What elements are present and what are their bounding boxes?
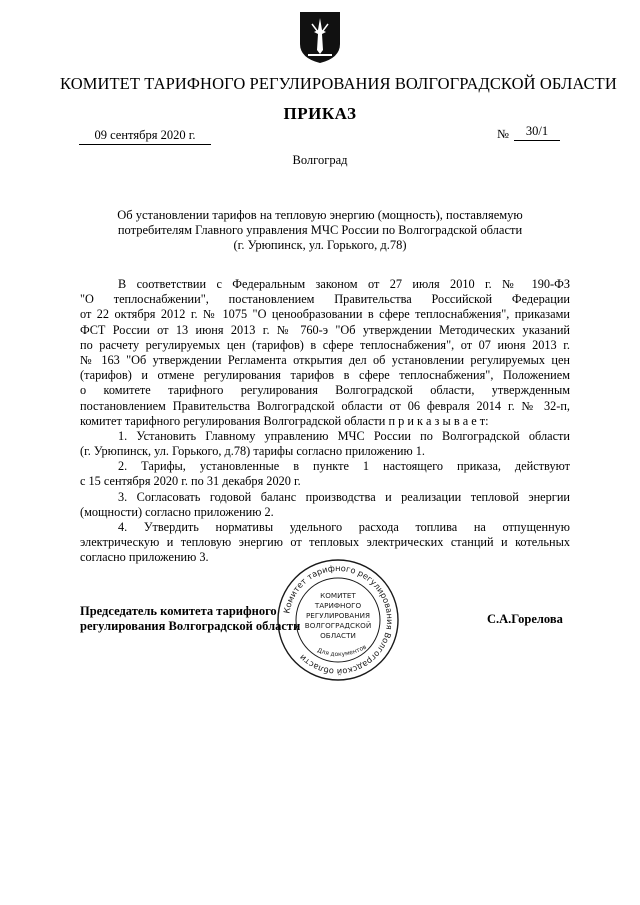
subject-line: (г. Урюпинск, ул. Горького, д.78) [233, 238, 407, 252]
signatory-name: С.А.Горелова [487, 612, 563, 626]
body-line: 4. Утвердить нормативы удельного расхода топлива на отпущенную [118, 520, 570, 534]
body-line: (мощности) согласно приложению 2. [80, 504, 274, 519]
committee-name: КОМИТЕТ ТАРИФНОГО РЕГУЛИРОВАНИЯ ВОЛГОГРАДСКОЙ ОБЛАСТИ [60, 74, 617, 93]
svg-text:КОМИТЕТ: КОМИТЕТ [320, 591, 356, 600]
number-sign: № [497, 127, 509, 141]
order-body [80, 277, 570, 566]
document-type: ПРИКАЗ [283, 104, 357, 123]
body-line: электрическую и тепловую энергию от тепловых электрических станций и котельных [80, 535, 570, 550]
svg-text:ВОЛГОГРАДСКОЙ: ВОЛГОГРАДСКОЙ [304, 621, 372, 630]
subject-line: Об установлении тарифов на тепловую энергию (мощность), поставляемую [117, 208, 523, 222]
body-line: 2. Тарифы, установленные в пункте 1 настоящего приказа, действуют [118, 459, 570, 474]
subject-line: потребителям Главного управления МЧС России по Волгоградской области [117, 223, 523, 237]
coat-of-arms-icon [298, 10, 342, 64]
signatory-position [80, 604, 300, 634]
body-line: В соответствии с Федеральным законом от 27 июля 2010 г. № 190-ФЗ [118, 277, 570, 291]
body-line: постановлением Правительства Волгоградской области от 06 февраля 2014 г. № 32-п, [80, 398, 570, 413]
body-line: о комитете тарифного регулирования Волгоградской области, утвержденным [80, 383, 570, 398]
body-line: "О теплоснабжении", постановлением Правительства Российской Федерации [80, 292, 570, 307]
body-line: (г. Урюпинск, ул. Горького, д.78) тарифы согласно приложению 1. [80, 444, 425, 459]
svg-text:ОБЛАСТИ: ОБЛАСТИ [320, 631, 356, 640]
order-subject [90, 208, 550, 253]
svg-text:РЕГУЛИРОВАНИЯ: РЕГУЛИРОВАНИЯ [305, 611, 371, 620]
body-line: с 15 сентября 2020 г. по 31 декабря 2020 г. [80, 474, 301, 489]
body-line: комитет тарифного регулирования Волгоградской области п р и к а з ы в а е т: [80, 413, 489, 428]
body-line: от 22 октября 2012 г. № 1075 "О ценообразовании в сфере теплоснабжения", приказами [80, 307, 570, 322]
city: Волгоград [292, 153, 348, 167]
body-line: ФСТ России от 13 июня 2013 г. № 760-э "Об утверждении Методических указаний [80, 322, 570, 337]
svg-text:Комитет тарифного регулировани: Комитет тарифного регулирования Волгоградской области [281, 562, 396, 678]
position-line: регулирования Волгоградской области [80, 619, 301, 633]
body-line: 3. Согласовать годовой баланс производства и реализации тепловой энергии [118, 489, 570, 504]
svg-text:Для документов: Для документов [316, 643, 368, 659]
body-line: по расчету регулируемых цен (тарифов) в сфере теплоснабжения", от 07 июня 2013 г. [80, 337, 570, 352]
position-line: Председатель комитета тарифного [80, 604, 277, 618]
svg-text:ТАРИФНОГО: ТАРИФНОГО [314, 601, 362, 610]
body-line: 1. Установить Главному управлению МЧС России по Волгоградской области [118, 428, 570, 443]
body-line: согласно приложению 3. [80, 550, 209, 565]
body-line: № 163 "Об утверждении Регламента открытия дел об установлении регулируемых цен [80, 352, 570, 367]
order-date: 09 сентября 2020 г. [79, 128, 211, 145]
order-number: 30/1 [514, 124, 560, 141]
body-line: (тарифов) и отмене регулирования тарифов в сфере теплоснабжения", Положением [80, 368, 570, 383]
